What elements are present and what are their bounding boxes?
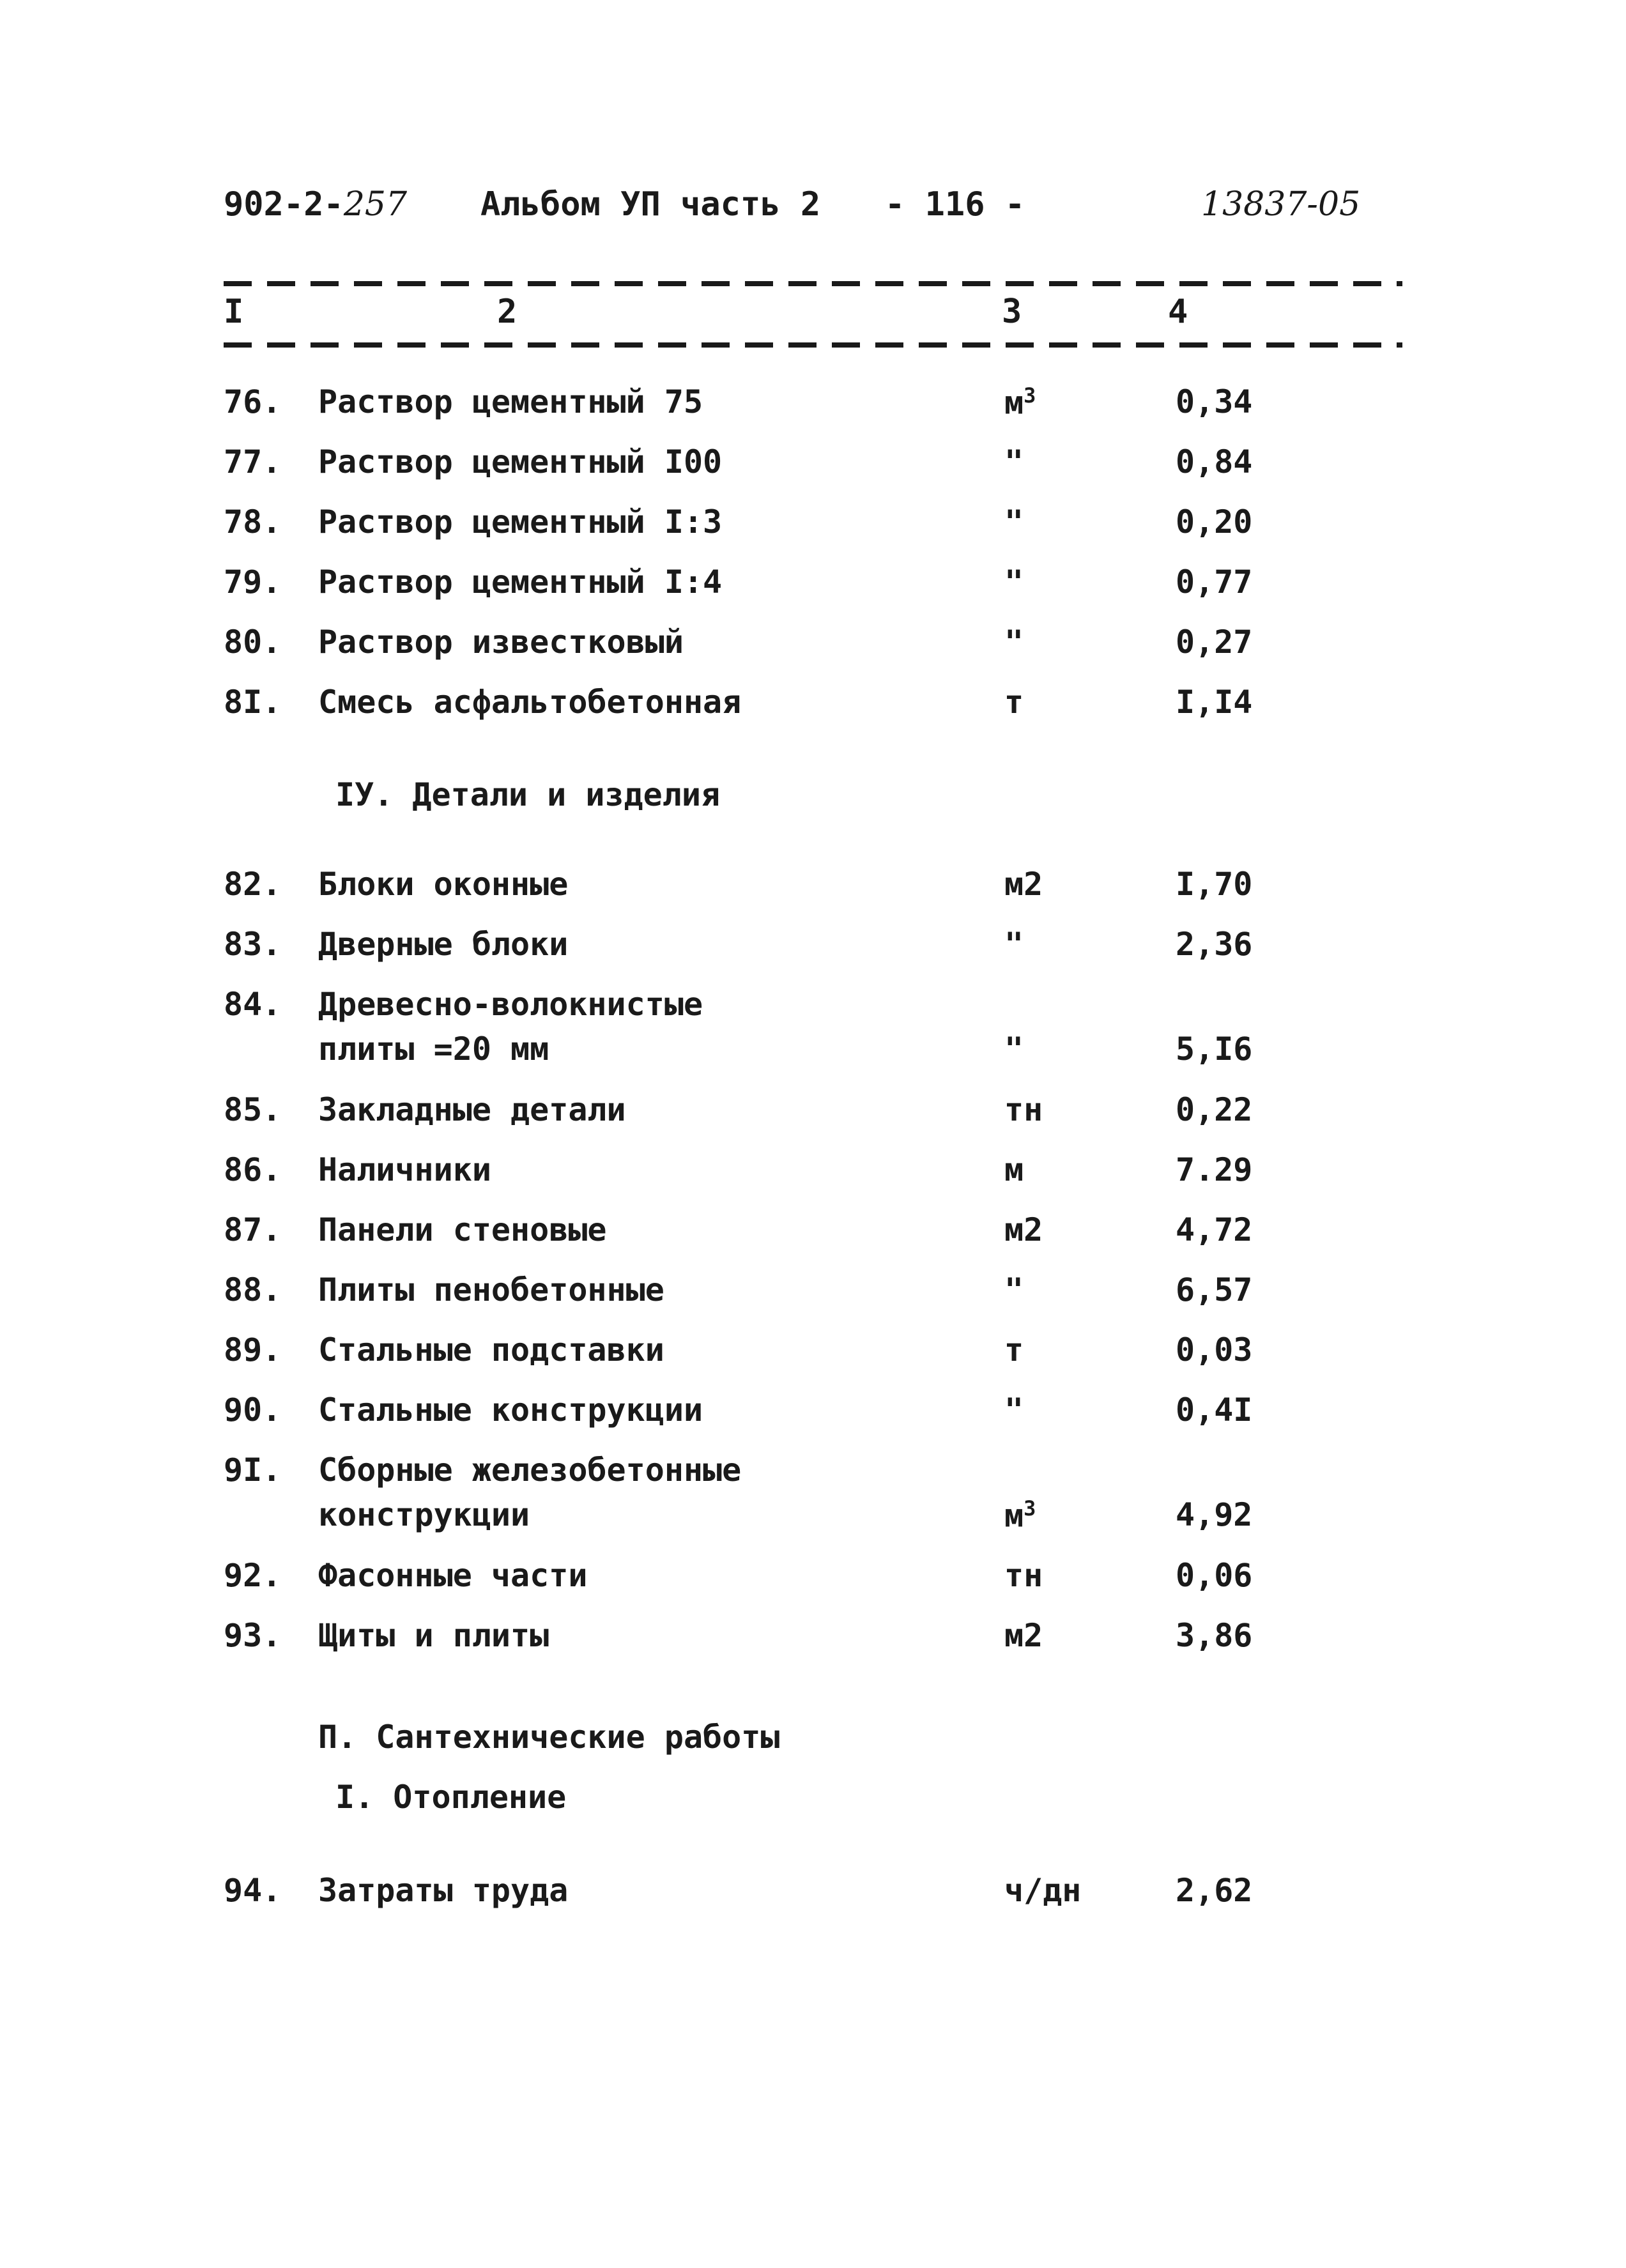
dashed-rule-top [224, 281, 1402, 286]
row-value: 4,72 [1176, 1211, 1253, 1248]
row-value: 2,62 [1176, 1872, 1253, 1909]
row-unit: м2 [1004, 1211, 1043, 1248]
table-row [0, 624, 1626, 681]
row-unit: $м^3$ [1004, 383, 1036, 422]
row-value: I,70 [1176, 866, 1253, 903]
table-row [0, 1452, 1626, 1554]
table-row [0, 1617, 1626, 1674]
table-row [0, 1557, 1626, 1614]
row-unit: " [1004, 563, 1024, 601]
row-unit: " [1004, 443, 1024, 480]
row-number: 89. [224, 1331, 282, 1368]
row-unit: м [1004, 1151, 1024, 1188]
dashed-rule-bottom [224, 342, 1402, 348]
doc-code-handwritten: 257 [343, 185, 408, 224]
row-name: Закладные детали [318, 1091, 626, 1128]
doc-code [224, 185, 407, 224]
row-value: 5,I6 [1176, 1031, 1253, 1068]
ref-number: 13837-05 [1201, 185, 1361, 224]
row-unit: тн [1004, 1091, 1043, 1128]
row-name: Смесь асфальтобетонная [318, 684, 742, 721]
row-name: Древесно-волокнистые [318, 986, 703, 1023]
row-unit: $м^3$ [1004, 1496, 1036, 1535]
table-row [0, 986, 1626, 1088]
table-row [0, 1091, 1626, 1149]
table-row [0, 684, 1626, 741]
table-row [0, 926, 1626, 983]
row-number: 9I. [224, 1452, 282, 1489]
section-heading-iv: IУ. Детали и изделия [335, 776, 721, 813]
row-value: 0,4I [1176, 1391, 1253, 1429]
row-value: 2,36 [1176, 926, 1253, 963]
row-name: Панели стеновые [318, 1211, 607, 1248]
table-row [0, 1391, 1626, 1449]
row-number: 80. [224, 624, 282, 661]
row-name: Сборные железобетонные [318, 1452, 742, 1489]
table-row [0, 1331, 1626, 1389]
row-value: 0,03 [1176, 1331, 1253, 1368]
table-row [0, 563, 1626, 621]
doc-code-printed: 902-2- [224, 185, 344, 224]
row-name: Затраты труда [318, 1872, 569, 1909]
row-number: 84. [224, 986, 282, 1023]
row-number: 82. [224, 866, 282, 903]
row-number: 93. [224, 1617, 282, 1654]
table-row [0, 1211, 1626, 1269]
row-unit: " [1004, 1271, 1024, 1308]
row-number: 83. [224, 926, 282, 963]
row-unit: ч/дн [1004, 1872, 1082, 1909]
table-row [0, 1271, 1626, 1329]
table-row [0, 1872, 1626, 1929]
row-name-continued: конструкции [318, 1496, 530, 1533]
row-name: Раствор известковый [318, 624, 684, 661]
row-unit: " [1004, 624, 1024, 661]
row-name: Стальные конструкции [318, 1391, 703, 1429]
row-name: Раствор цементный I:4 [318, 563, 723, 601]
row-name: Раствор цементный I:3 [318, 503, 723, 540]
col-header-4: 4 [1168, 293, 1188, 331]
row-value: 0,84 [1176, 443, 1253, 480]
row-name: Щиты и плиты [318, 1617, 549, 1654]
table-row [0, 1151, 1626, 1209]
row-name: Фасонные части [318, 1557, 588, 1594]
row-number: 76. [224, 383, 282, 420]
row-unit: " [1004, 926, 1024, 963]
table-row [0, 383, 1626, 441]
row-unit: м2 [1004, 866, 1043, 903]
row-number: 78. [224, 503, 282, 540]
row-number: 92. [224, 1557, 282, 1594]
row-value: 0,22 [1176, 1091, 1253, 1128]
row-value: 0,06 [1176, 1557, 1253, 1594]
row-number: 88. [224, 1271, 282, 1308]
row-name: Плиты пенобетонные [318, 1271, 664, 1308]
row-unit: " [1004, 503, 1024, 540]
row-name: Наличники [318, 1151, 491, 1188]
row-unit: т [1004, 684, 1024, 721]
col-header-1: I [224, 293, 244, 331]
table-row [0, 443, 1626, 501]
row-number: 87. [224, 1211, 282, 1248]
row-name: Раствор цементный I00 [318, 443, 723, 480]
row-number: 79. [224, 563, 282, 601]
row-value: 0,34 [1176, 383, 1253, 420]
row-number: 8I. [224, 684, 282, 721]
row-value: 3,86 [1176, 1617, 1253, 1654]
section-heading-ii: П. Сантехнические работы [318, 1719, 780, 1756]
row-unit: т [1004, 1331, 1024, 1368]
page-number: - 116 - [885, 185, 1025, 224]
row-unit: " [1004, 1031, 1024, 1068]
row-name-continued: плиты =20 мм [318, 1031, 549, 1068]
row-number: 77. [224, 443, 282, 480]
row-value: 6,57 [1176, 1271, 1253, 1308]
col-header-2: 2 [497, 293, 518, 331]
row-value: 0,27 [1176, 624, 1253, 661]
row-name: Блоки оконные [318, 866, 569, 903]
table-row [0, 503, 1626, 561]
row-number: 86. [224, 1151, 282, 1188]
row-value: 0,20 [1176, 503, 1253, 540]
row-unit: " [1004, 1391, 1024, 1429]
row-number: 90. [224, 1391, 282, 1429]
col-header-3: 3 [1002, 293, 1022, 331]
row-value: 7.29 [1176, 1151, 1253, 1188]
row-value: I,I4 [1176, 684, 1253, 721]
row-name: Раствор цементный 75 [318, 383, 703, 420]
row-value: 4,92 [1176, 1496, 1253, 1533]
album-label: Альбом УП часть 2 [480, 185, 821, 224]
row-number: 94. [224, 1872, 282, 1909]
row-unit: тн [1004, 1557, 1043, 1594]
row-name: Дверные блоки [318, 926, 569, 963]
subsection-heading-heating: I. Отопление [335, 1779, 567, 1816]
row-value: 0,77 [1176, 563, 1253, 601]
table-row [0, 866, 1626, 923]
row-number: 85. [224, 1091, 282, 1128]
row-name: Стальные подставки [318, 1331, 664, 1368]
row-unit: м2 [1004, 1617, 1043, 1654]
